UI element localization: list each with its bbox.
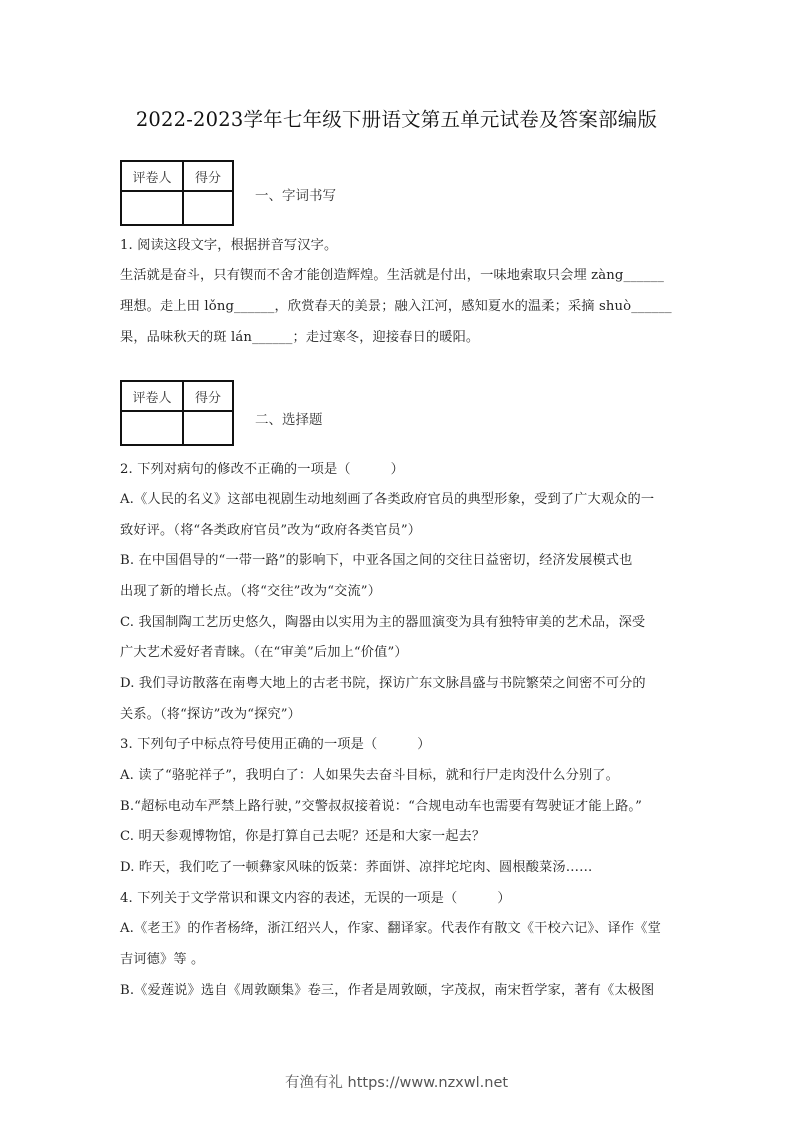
grader-header: 评卷人 (121, 161, 183, 191)
option-line: 吉诃德》等 。 (120, 952, 205, 967)
option-line: A.《老王》的作者杨绛，浙江绍兴人，作家、翻译家。代表作有散文《干校六记》、译作《堂 (120, 921, 661, 936)
option-line: D. 昨天，我们吃了一顿彝家风味的饭菜：荞面饼、凉拌坨坨肉、圆根酸菜汤…… (120, 860, 593, 875)
option-line: 关系。（将“探访”改为“探究”） (120, 707, 302, 722)
section-heading-2: 二、选择题 (255, 412, 323, 428)
option-line: C. 我国制陶工艺历史悠久，陶器由以实用为主的器皿演变为具有独特审美的艺术品，深受 (120, 615, 646, 630)
score-box-1 (120, 160, 234, 226)
option-line: D. 我们寻访散落在南粤大地上的古老书院，探访广东文脉昌盛与书院繁荣之间密不可分的 (120, 676, 646, 691)
grader-cell (121, 411, 183, 445)
option-line: B. 在中国倡导的“一带一路”的影响下，中亚各国之间的交往日益密切，经济发展模式也 (120, 553, 633, 568)
question-line: 果，品味秋天的斑 lán______；走过寒冬，迎接春日的暖阳。 (120, 330, 480, 345)
grader-header: 评卷人 (121, 381, 183, 411)
score-box-2 (120, 380, 234, 446)
question-line: 理想。走上田 lǒng______，欣赏春天的美景；融入江河，感知夏水的温柔；采摘 shuò______ (120, 299, 672, 314)
question-line: 生活就是奋斗，只有锲而不舍才能创造辉煌。生活就是付出，一味地索取只会埋 zàng______ (120, 268, 664, 283)
option-line: 广大艺术爱好者青睐。（在“审美”后加上“价值”） (120, 645, 408, 660)
question-line: 4. 下列关于文学常识和课文内容的表述，无误的一项是（ ） (120, 891, 511, 906)
score-header: 得分 (183, 381, 233, 411)
question-line: 3. 下列句子中标点符号使用正确的一项是（ ） (120, 737, 431, 752)
option-line: A.《人民的名义》这部电视剧生动地刻画了各类政府官员的典型形象，受到了广大观众的一 (120, 492, 655, 507)
option-line: C. 明天参观博物馆，你是打算自己去呢？还是和大家一起去？ (120, 829, 486, 844)
option-line: B.“超标电动车严禁上路行驶，”交警叔叔接着说：“合规电动车也需要有驾驶证才能上路。” (120, 799, 643, 814)
question-line: 2. 下列对病句的修改不正确的一项是（ ） (120, 462, 404, 477)
document-title: 2022-2023学年七年级下册语文第五单元试卷及答案部编版 (135, 108, 658, 131)
section-heading-1: 一、字词书写 (255, 188, 336, 204)
option-line: 致好评。（将“各类政府官员”改为“政府各类官员”） (120, 523, 422, 538)
score-cell (183, 411, 233, 445)
grader-cell (121, 191, 183, 225)
score-header: 得分 (183, 161, 233, 191)
footer-watermark: 有渔有礼 https://www.nzxwl.net (284, 1075, 509, 1091)
option-line: B.《爱莲说》选自《周敦颐集》卷三，作者是周敦颐，字茂叔，南宋哲学家，著有《太极图 (120, 983, 655, 998)
option-line: A. 读了“骆驼祥子”，我明白了：人如果失去奋斗目标，就和行尸走肉没什么分别了。 (120, 768, 619, 783)
score-cell (183, 191, 233, 225)
question-line: 1. 阅读这段文字，根据拼音写汉字。 (120, 238, 338, 253)
option-line: 出现了新的增长点。（将“交往”改为“交流”） (120, 584, 382, 599)
